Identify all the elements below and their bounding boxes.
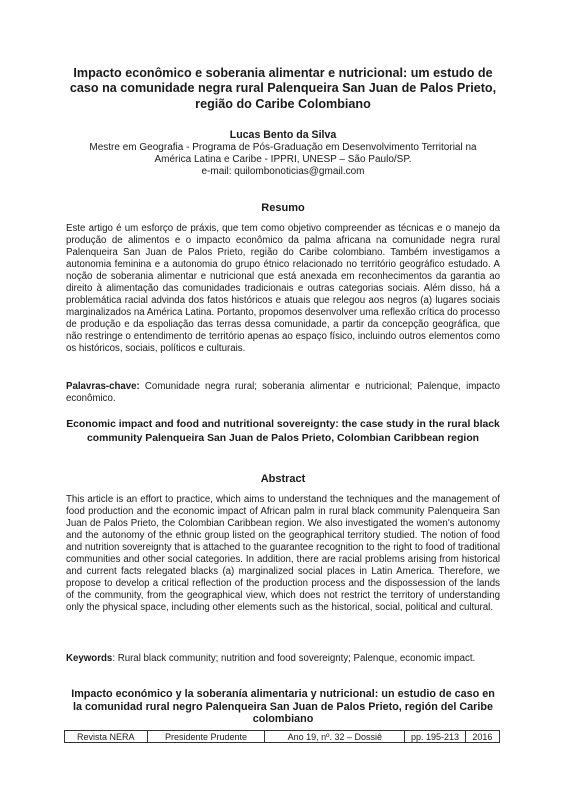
article-title-en: Economic impact and food and nutritional sovereignty: the case study in the rural black community Palenqueira San Juan de Palos Prieto, Colombian Caribbean region (66, 419, 500, 444)
article-title-pt: Impacto econômico e soberania alimentar e nutricional: um estudo de caso na comunidade negra rural Palenqueira San Juan de Palos Prieto, região do Caribe Colombiano (69, 66, 497, 111)
keywords-text-pt: Comunidade negra rural; soberania alimentar e nutricional; Palenque, impacto econômico. (66, 381, 500, 404)
abstract-pt: Este artigo é um esforço de práxis, que tem como objetivo compreender as técnicas e o manejo da produção de alimentos e o impacto econômico da palma africana na comunidade negra rural Palenqueira San Juan de Palos Prieto, região do Caribe colombiano. Também investigamos a autonomia feminina e a autonomia do grupo étnico relacionado no território geográfico estudado. A noção de soberania alimentar e nutricional que está anexada em reconhecimentos da garantia ao direito à alimentação das comunidades tradicionais e outras categorias sociais. Além disso, há a problemática racial advinda dos fatos históricos e atuais que relegou aos negros (a) lugares sociais marginalizados na América Latina. Portanto, propomos desenvolver uma reflexão crítica do processo de produção e da espoliação das terras dessa comunidade, a partir da concepção geográfica, que não restringe o entendimento de território apenas ao espaço físico, incluindo outros elementos como os históricos, sociais, políticos e culturais. (66, 223, 500, 354)
footer-journal: Revista NERA (65, 731, 148, 743)
keywords-text-en: : Rural black community; nutrition and food sovereignty; Palenque, economic impact. (112, 653, 476, 664)
keywords-label-en: Keywords (66, 653, 113, 664)
footer-row (65, 731, 500, 743)
abstract-heading-en: Abstract (260, 473, 306, 485)
keywords-pt (66, 381, 500, 405)
author-affiliation-line-1: Mestre em Geografia - Programa de Pós-Graduação em Desenvolvimento Territorial na (89, 142, 477, 153)
author-affiliation-line-2: América Latina e Caribe - IPPRI, UNESP – São Paulo/SP. (154, 154, 412, 165)
keywords-label-pt: Palavras-chave: (66, 381, 140, 392)
keywords-en (66, 653, 500, 665)
author-email: e-mail: quilombonoticias@gmail.com (201, 166, 365, 177)
abstract-en: This article is an effort to practice, which aims to understand the techniques and the management of food production and the economic impact of African palm in rural black community Palenqueira San Juan de Palos Prieto, the Colombian Caribbean region. We also investigated the women's autonomy and the autonomy of the ethnic group listed on the geographical territory studied. The notion of food and nutrition sovereignty that is attached to the guarantee recognition to the right to food of traditional communities and other social categories. In addition, there are racial problems arising from historical and current facts relegated blacks (a) marginalized social places in Latin America. Therefore, we propose to develop a critical reflection of the production process and the dispossession of the lands of the community, from the geographical view, which does not restrict the territory of understanding only the physical space, including other elements such as the historical, social, political and cultural. (66, 494, 500, 613)
abstract-heading-pt: Resumo (261, 202, 305, 214)
journal-footer (64, 730, 500, 743)
author-name: Lucas Bento da Silva (229, 129, 337, 141)
footer-pages: pp. 195-213 (405, 731, 466, 743)
article-title-es: Impacto económico y la soberanía alimentaria y nutricional: un estudio de caso en la comunidad rural negro Palenqueira San Juan de Palos Prieto, región del Caribe colombiano (71, 688, 495, 726)
footer-issue: Ano 19, nº. 32 – Dossiê (265, 731, 405, 743)
footer-city: Presidente Prudente (147, 731, 265, 743)
footer-year: 2016 (465, 731, 499, 743)
